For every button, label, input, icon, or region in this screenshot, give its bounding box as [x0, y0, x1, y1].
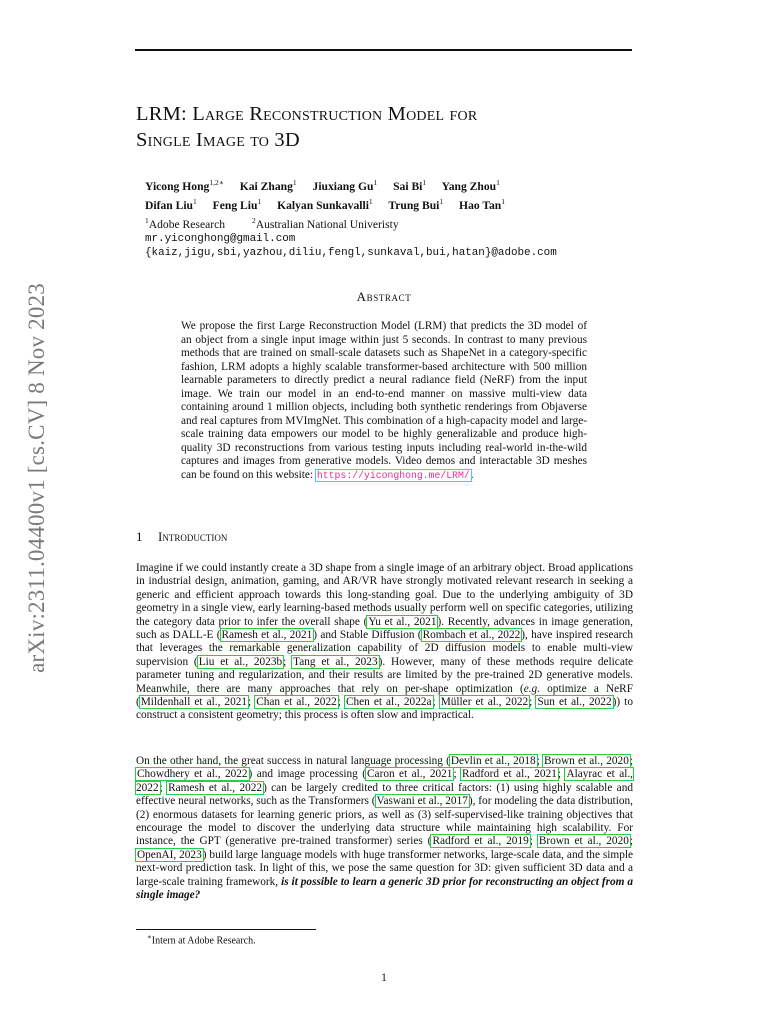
paragraph-text: ; — [629, 835, 634, 848]
paragraph-text: ; — [337, 696, 345, 709]
citation-link[interactable]: Mildenhall et al., 2021 — [140, 696, 248, 709]
intro-paragraph-2 — [136, 755, 633, 902]
citation-link[interactable]: OpenAI, 2023 — [137, 848, 202, 861]
abstract-heading: Abstract — [356, 289, 412, 304]
footnote-text: Intern at Adobe Research. — [151, 935, 256, 947]
paragraph-text: ; — [248, 696, 256, 709]
paragraph-text: ) and image processing ( — [248, 768, 367, 781]
citation-link[interactable]: Vaswani et al., 2017 — [376, 795, 468, 808]
adobe-emails[interactable]: {kaiz,jigu,sbi,yazhou,diliu,fengl,sunkaval,bui,hatan}@adobe.com — [145, 246, 557, 259]
author: Hao Tan$^1$ — [459, 196, 506, 212]
title-line-1: LRM: Large Reconstruction Model for — [136, 103, 478, 125]
paragraph-text: ), have inspired research that leverages the remarkable generalization capability of 2D diffusion models to enable multi-view supervision ( — [136, 629, 634, 668]
citation-link[interactable]: Liu et al., 2023b — [198, 655, 283, 668]
citation-link[interactable]: Ramesh et al., 2022 — [168, 781, 263, 794]
author: Yicong Hong$^{1,2∗}$ — [145, 178, 224, 193]
citation-link[interactable]: Radford et al., 2019 — [432, 835, 529, 848]
intro-paragraph-1 — [136, 562, 633, 723]
section-title: Introduction — [158, 529, 228, 544]
citation-link[interactable]: Müller et al., 2022 — [440, 696, 529, 709]
paragraph-text: On the other hand, the great success in natural language processing ( — [136, 755, 450, 767]
page-number: 1 — [381, 972, 387, 984]
abstract-text: We propose the first Large Reconstruction Model (LRM) that predicts the 3D model of an object from a single input image within just 5 seconds. In contrast to many previous methods that are trained on small-scale datasets such as ShapeNet in a category-specific fashion, LRM adopts a highly scalable transformer-based architecture with 500 million learnable parameters to directly predict a neural radiance field (NeRF) from the input image. We train our model in an end-to-end manner on massive multi-view data containing around 1 million objects, including both synthetic renderings from Objaverse and real captures from MVImgNet. This combination of a high-capacity model and large-scale training data empowers our model to be highly generalizable and produce high-quality 3D reconstructions from various testing inputs including real-world in-the-wild captures and images from generative models. Video demos and interactable 3D meshes can be found on this website: — [181, 320, 587, 482]
author: Feng Liu$^1$ — [212, 196, 262, 212]
citation-link[interactable]: Chowdhery et al., 2022 — [137, 768, 248, 781]
author-row-2 — [145, 194, 557, 213]
paragraph-text: ), for modeling the data distribution, (2) enormous datasets for learning generic priors, as well as (3) self-supervised-like training objectives that encourage the model to discover the underlying data structure while maintaining high scalability. For instance, the GPT (generative pre-trained transformer) series ( — [136, 795, 634, 848]
footnote — [147, 933, 256, 946]
citation-link[interactable]: Tang et al., 2023 — [293, 655, 378, 668]
paragraph-text: Imagine if we could instantly create a 3D shape from a single image of an arbitrary object. Broad applications in industrial design, animation, gaming, and AR/VR have strongly motivated relevant research in seeking a generic and efficient approach towards this long-standing goal. Due to the underlying ambiguity of 3D geometry in a single view, early learning-based methods usually perform well on specific categories, utilizing the category data prior to infer the overall shape ( — [136, 562, 633, 628]
paragraph-text: ). However, many of these methods require delicate parameter tuning and regularization, and their results are limited by the pre-trained 2D generative models. Meanwhile, there are many approaches that rely on per-shape optimization ( — [136, 655, 633, 695]
paragraph-text: ; — [453, 768, 462, 781]
top-rule — [135, 49, 632, 51]
citation-link[interactable]: Ramesh et al., 2021 — [221, 629, 313, 642]
citation-link[interactable]: Brown et al., 2020 — [538, 835, 629, 848]
arxiv-sidebar — [7, 258, 67, 698]
citation-link[interactable]: Chen et al., 2022a — [345, 696, 432, 709]
author: Difan Liu$^1$ — [145, 196, 197, 212]
footnote-rule — [136, 929, 316, 930]
citation-link[interactable]: Devlin et al., 2018 — [450, 755, 536, 767]
paragraph-text: ; — [529, 696, 537, 709]
title-line-2: Single Image to 3D — [136, 129, 300, 151]
project-url-link[interactable]: https://yiconghong.me/LRM/ — [316, 470, 470, 482]
arxiv-identifier: arXiv:2311.04400v1 [cs.CV] 8 Nov 2023 — [24, 283, 49, 673]
citation-link[interactable]: Yu et al., 2021 — [368, 615, 437, 628]
author: Yang Zhou$^1$ — [441, 178, 500, 193]
paragraph-text: ; — [529, 835, 538, 848]
citation-link[interactable]: Alayrac et al., 2022 — [136, 768, 634, 794]
author: Kalyan Sunkavalli$^1$ — [277, 196, 373, 212]
paragraph-text: ; — [629, 755, 633, 767]
author: Sai Bi$^1$ — [393, 178, 427, 193]
author-row-1 — [145, 175, 557, 194]
author-block — [145, 175, 557, 260]
author: Kai Zhang$^1$ — [239, 178, 297, 193]
paragraph-text: ) and Stable Diffusion ( — [313, 629, 422, 642]
paragraph-text: ) can be largely credited to three critical factors: (1) using highly scalable and effective neural networks, such as the Transformers ( — [136, 781, 633, 808]
paragraph-text: ; — [557, 768, 566, 781]
paragraph-text: )) to construct a consistent geometry; this process is often slow and impractical. — [136, 696, 633, 722]
citation-link[interactable]: Brown et al., 2020 — [544, 755, 629, 767]
affiliations — [145, 213, 557, 232]
affiliation: $^1$Adobe Research — [145, 215, 226, 231]
citation-link[interactable]: Chan et al., 2022 — [256, 696, 337, 709]
paragraph-text: ; — [159, 781, 168, 794]
abstract-body — [181, 320, 587, 483]
paragraph-text: ). Recently, advances in image generation, such as DALL-E ( — [136, 615, 633, 642]
section-number: 1 — [136, 529, 143, 544]
paragraph-text: ; — [283, 655, 293, 668]
paragraph-text: ; — [432, 696, 440, 709]
paper-title — [136, 101, 636, 153]
footnote-mark: ∗ — [147, 933, 152, 941]
author: Jiuxiang Gu$^1$ — [312, 178, 378, 193]
contact-email[interactable]: mr.yiconghong@gmail.com — [145, 232, 296, 245]
italic-text: e.g. — [523, 682, 541, 695]
paragraph-text: optimize a NeRF ( — [136, 682, 633, 709]
citation-link[interactable]: Sun et al., 2022 — [537, 696, 612, 709]
citation-link[interactable]: Rombach et al., 2022 — [422, 629, 521, 642]
citation-link[interactable]: Caron et al., 2021 — [367, 768, 453, 781]
affiliation: $^2$Australian National Univeristy — [251, 215, 399, 231]
author: Trung Bui$^1$ — [388, 196, 444, 212]
paragraph-text: ) build large language models with huge transformer networks, large-scale data, and the simple next-word prediction task. In light of this, we pose the same question for 3D: given sufficient 3D data and a large-scale training framework, — [136, 848, 633, 888]
emphasis-question: is it possible to learn a generic 3D prior for reconstructing an object from a single image? — [136, 875, 634, 902]
abstract-end: . — [470, 469, 474, 482]
citation-link[interactable]: Radford et al., 2021 — [462, 768, 557, 781]
paragraph-text: ; — [536, 755, 544, 767]
section-heading-introduction — [136, 529, 227, 545]
